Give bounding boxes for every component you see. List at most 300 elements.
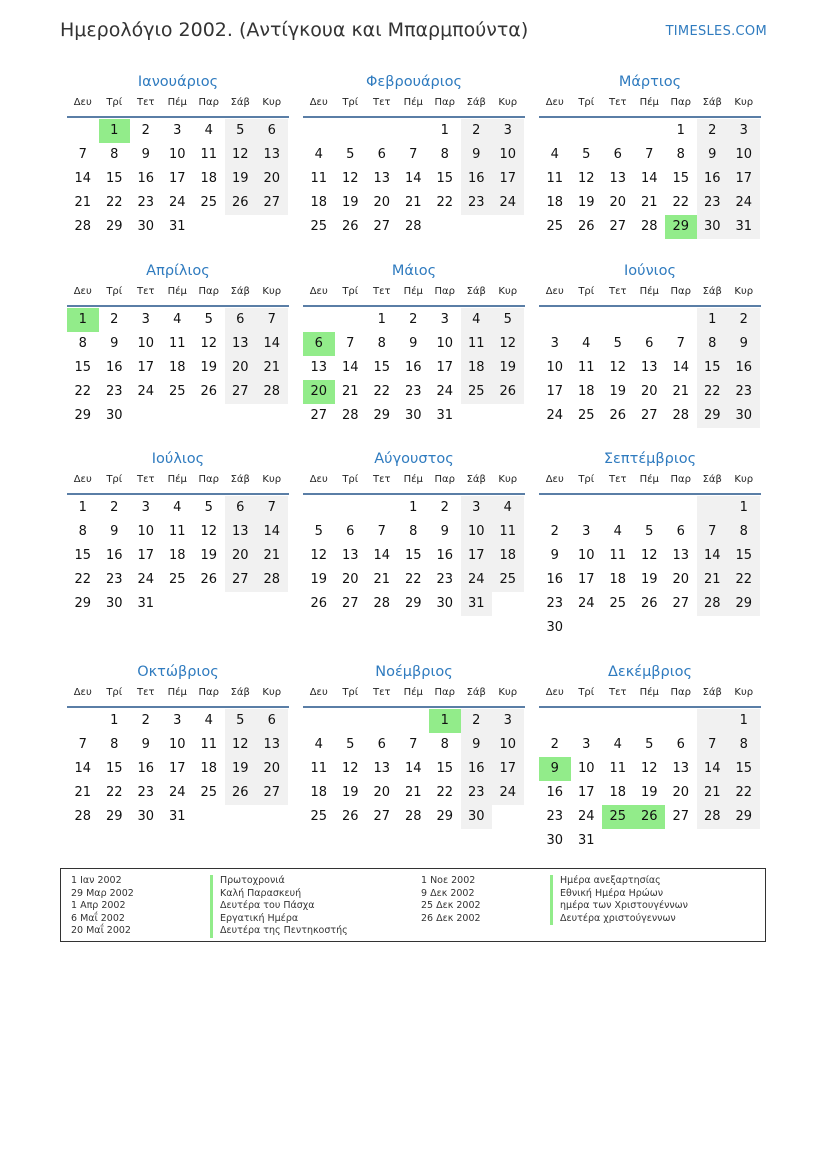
day-cell: 25	[546, 219, 564, 234]
day-cell: 15	[74, 548, 92, 563]
day-cell: 1	[377, 312, 386, 327]
day-cell: 11	[310, 171, 328, 186]
day-cell: 29	[728, 805, 760, 829]
day-cell: 2	[440, 500, 449, 515]
day-cell: 20	[672, 785, 690, 800]
day-cell: 3	[582, 524, 591, 539]
day-cell: 22	[697, 380, 729, 404]
day-cell: 5	[492, 308, 524, 332]
weekday-label: Δευ	[309, 286, 328, 297]
day-cell: 2	[461, 709, 493, 733]
day-cell: 12	[609, 360, 627, 375]
weekday-label: Κυρ	[734, 687, 754, 698]
legend-date: 6 Μαΐ 2002	[71, 912, 125, 924]
day-cell: 6	[645, 336, 654, 351]
holiday-day: 6	[303, 332, 335, 356]
day-cell: 15	[436, 171, 454, 186]
empty-cell	[303, 308, 335, 332]
day-cell: 13	[373, 761, 391, 776]
day-cell: 19	[640, 572, 658, 587]
day-cell: 7	[78, 147, 87, 162]
holiday-legend	[60, 868, 766, 942]
weekday-label: Πέμ	[167, 286, 187, 297]
day-cell: 1	[676, 123, 685, 138]
weekday-label: Τρί	[342, 474, 359, 485]
day-cell: 16	[105, 548, 123, 563]
weekday-label: Τετ	[608, 97, 627, 108]
day-cell: 13	[609, 171, 627, 186]
day-cell: 12	[640, 548, 658, 563]
day-cell: 22	[74, 384, 92, 399]
month-name: Δεκέμβριος	[607, 664, 693, 680]
day-cell: 5	[346, 737, 355, 752]
month-4	[67, 261, 289, 428]
empty-cell	[303, 119, 335, 143]
day-cell: 31	[137, 596, 155, 611]
day-cell: 6	[346, 524, 355, 539]
legend-date: 9 Δεκ 2002	[421, 887, 475, 899]
weekday-label: Δευ	[73, 286, 92, 297]
day-cell: 5	[582, 147, 591, 162]
empty-cell	[634, 308, 666, 332]
day-cell: 6	[256, 119, 288, 143]
day-cell: 23	[728, 380, 760, 404]
day-cell: 19	[200, 548, 218, 563]
day-cell: 11	[577, 360, 595, 375]
day-cell: 14	[373, 548, 391, 563]
day-cell: 11	[609, 761, 627, 776]
day-cell: 7	[256, 308, 288, 332]
day-cell: 20	[225, 356, 257, 380]
day-cell: 14	[697, 544, 729, 568]
holiday-day: 1	[99, 119, 131, 143]
month-8	[303, 449, 525, 616]
legend-date: 25 Δεκ 2002	[421, 900, 481, 911]
weekday-label: Τετ	[136, 97, 155, 108]
day-cell: 22	[105, 785, 123, 800]
weekday-label: Σάβ	[702, 687, 722, 698]
day-cell: 21	[256, 356, 288, 380]
day-cell: 5	[225, 709, 257, 733]
day-cell: 11	[168, 336, 186, 351]
day-cell: 18	[461, 356, 493, 380]
weekday-label: Παρ	[198, 687, 219, 698]
weekday-label: Πέμ	[167, 474, 187, 485]
day-cell: 1	[110, 713, 119, 728]
day-cell: 16	[461, 757, 493, 781]
day-cell: 10	[168, 147, 186, 162]
day-cell: 17	[137, 360, 155, 375]
day-cell: 27	[672, 809, 690, 824]
holiday-day: 29	[665, 215, 697, 239]
day-cell: 10	[577, 548, 595, 563]
day-cell: 5	[204, 312, 213, 327]
day-cell: 27	[256, 191, 288, 215]
day-cell: 15	[728, 544, 760, 568]
day-cell: 10	[461, 520, 493, 544]
day-cell: 24	[577, 809, 595, 824]
day-cell: 10	[137, 336, 155, 351]
day-cell: 25	[492, 568, 524, 592]
day-cell: 17	[436, 360, 454, 375]
weekday-label: Τετ	[372, 474, 391, 485]
day-cell: 14	[404, 171, 422, 186]
day-cell: 11	[546, 171, 564, 186]
day-cell: 14	[697, 757, 729, 781]
month-1	[67, 72, 289, 239]
weekday-label: Τρί	[342, 286, 359, 297]
day-cell: 24	[492, 191, 524, 215]
empty-cell	[571, 709, 603, 733]
legend-dates-right	[421, 875, 481, 925]
day-cell: 21	[672, 384, 690, 399]
day-cell: 4	[204, 713, 213, 728]
day-cell: 26	[225, 781, 257, 805]
weekday-label: Τρί	[106, 97, 123, 108]
day-cell: 23	[105, 572, 123, 587]
day-cell: 8	[110, 737, 119, 752]
day-cell: 10	[436, 336, 454, 351]
day-cell: 21	[697, 781, 729, 805]
empty-cell	[366, 496, 398, 520]
weekday-label: Δευ	[73, 474, 92, 485]
day-cell: 25	[200, 785, 218, 800]
day-cell: 11	[492, 520, 524, 544]
day-cell: 26	[310, 596, 328, 611]
weekday-header	[539, 472, 761, 495]
day-cell: 24	[546, 408, 564, 423]
day-cell: 27	[373, 219, 391, 234]
legend-dates-left	[71, 875, 134, 938]
weekday-label: Σάβ	[230, 474, 250, 485]
holiday-day: 26	[634, 805, 666, 829]
weekday-label: Κυρ	[498, 286, 518, 297]
day-cell: 12	[200, 336, 218, 351]
legend-holiday-name: Πρωτοχρονιά	[210, 875, 348, 888]
day-cell: 19	[225, 757, 257, 781]
legend-holiday-name: ημέρα των Χριστουγέννων	[550, 900, 688, 913]
weekday-label: Πέμ	[639, 97, 659, 108]
day-cell: 29	[373, 408, 391, 423]
day-cell: 29	[404, 596, 422, 611]
weekday-header	[539, 95, 761, 118]
day-cell: 22	[74, 572, 92, 587]
month-5	[303, 261, 525, 428]
day-cell: 8	[728, 520, 760, 544]
day-cell: 27	[640, 408, 658, 423]
month-name: Ιούλιος	[151, 451, 205, 467]
day-cell: 9	[440, 524, 449, 539]
day-cell: 25	[200, 195, 218, 210]
day-cell: 17	[577, 785, 595, 800]
day-cell: 16	[546, 785, 564, 800]
weekday-label: Σάβ	[702, 286, 722, 297]
day-cell: 22	[404, 572, 422, 587]
day-cell: 13	[225, 332, 257, 356]
day-cell: 2	[110, 500, 119, 515]
day-cell: 3	[582, 737, 591, 752]
day-cell: 3	[492, 709, 524, 733]
day-cell: 26	[640, 596, 658, 611]
site-link[interactable]: TIMESLES.COM	[665, 24, 767, 39]
day-cell: 20	[373, 785, 391, 800]
day-cell: 16	[105, 360, 123, 375]
weekday-label: Τρί	[106, 286, 123, 297]
empty-cell	[539, 119, 571, 143]
day-cell: 19	[609, 384, 627, 399]
empty-cell	[697, 709, 729, 733]
day-cell: 21	[697, 568, 729, 592]
day-cell: 13	[310, 360, 328, 375]
day-cell: 30	[105, 596, 123, 611]
day-cell: 6	[225, 308, 257, 332]
day-cell: 29	[105, 219, 123, 234]
weekday-header	[303, 472, 525, 495]
day-cell: 6	[256, 709, 288, 733]
month-name: Φεβρουάριος	[365, 74, 463, 90]
day-cell: 4	[550, 147, 559, 162]
month-6	[539, 261, 761, 428]
day-cell: 31	[461, 592, 493, 616]
month-9	[539, 449, 761, 640]
day-cell: 29	[436, 809, 454, 824]
day-cell: 6	[676, 737, 685, 752]
weekday-label: Δευ	[545, 474, 564, 485]
day-cell: 28	[256, 568, 288, 592]
day-cell: 13	[373, 171, 391, 186]
day-cell: 7	[697, 520, 729, 544]
day-cell: 3	[141, 500, 150, 515]
empty-cell	[335, 308, 367, 332]
day-cell: 22	[373, 384, 391, 399]
month-name: Σεπτέμβριος	[603, 451, 697, 467]
day-cell: 28	[404, 809, 422, 824]
empty-cell	[665, 496, 697, 520]
weekday-label: Σάβ	[702, 97, 722, 108]
day-cell: 3	[141, 312, 150, 327]
empty-cell	[571, 308, 603, 332]
holiday-day: 25	[602, 805, 634, 829]
day-cell: 4	[492, 496, 524, 520]
day-cell: 18	[168, 548, 186, 563]
day-cell: 30	[137, 809, 155, 824]
day-grid	[539, 308, 761, 428]
day-cell: 19	[341, 195, 359, 210]
day-cell: 25	[577, 408, 595, 423]
day-cell: 7	[409, 737, 418, 752]
weekday-label: Παρ	[434, 97, 455, 108]
day-cell: 11	[461, 332, 493, 356]
empty-cell	[67, 119, 99, 143]
weekday-label: Τρί	[578, 687, 595, 698]
weekday-label: Παρ	[670, 687, 691, 698]
empty-cell	[303, 709, 335, 733]
legend-date: 20 Μαΐ 2002	[71, 925, 131, 936]
day-cell: 3	[173, 123, 182, 138]
weekday-label: Σάβ	[466, 97, 486, 108]
weekday-label: Παρ	[434, 687, 455, 698]
weekday-label: Τετ	[372, 286, 391, 297]
day-cell: 27	[609, 219, 627, 234]
legend-holiday-name: Ημέρα ανεξαρτησίας	[550, 875, 688, 888]
day-cell: 12	[577, 171, 595, 186]
day-grid	[539, 709, 761, 853]
day-cell: 22	[105, 195, 123, 210]
day-cell: 22	[436, 195, 454, 210]
day-cell: 10	[168, 737, 186, 752]
day-cell: 3	[461, 496, 493, 520]
day-cell: 4	[173, 312, 182, 327]
day-cell: 21	[640, 195, 658, 210]
day-cell: 2	[550, 524, 559, 539]
day-cell: 20	[672, 572, 690, 587]
weekday-label: Πέμ	[403, 286, 423, 297]
day-cell: 11	[200, 147, 218, 162]
day-cell: 19	[225, 167, 257, 191]
empty-cell	[398, 119, 430, 143]
day-cell: 18	[310, 195, 328, 210]
day-cell: 10	[137, 524, 155, 539]
month-name: Μάιος	[391, 263, 437, 279]
weekday-label: Τετ	[608, 286, 627, 297]
day-cell: 21	[74, 785, 92, 800]
weekday-label: Δευ	[309, 474, 328, 485]
day-cell: 3	[492, 119, 524, 143]
weekday-label: Τρί	[578, 286, 595, 297]
day-cell: 19	[200, 360, 218, 375]
day-cell: 26	[200, 384, 218, 399]
day-cell: 13	[256, 143, 288, 167]
day-cell: 18	[200, 761, 218, 776]
day-cell: 20	[640, 384, 658, 399]
day-cell: 7	[676, 336, 685, 351]
day-cell: 24	[577, 596, 595, 611]
day-cell: 2	[550, 737, 559, 752]
day-cell: 5	[645, 524, 654, 539]
day-cell: 27	[225, 380, 257, 404]
day-cell: 16	[137, 171, 155, 186]
day-cell: 30	[137, 219, 155, 234]
day-cell: 13	[256, 733, 288, 757]
day-cell: 16	[404, 360, 422, 375]
holiday-day: 1	[67, 308, 99, 332]
day-cell: 7	[346, 336, 355, 351]
day-cell: 21	[341, 384, 359, 399]
legend-date: 1 Απρ 2002	[71, 900, 126, 911]
day-cell: 1	[409, 500, 418, 515]
day-cell: 24	[137, 384, 155, 399]
day-cell: 23	[404, 384, 422, 399]
month-3	[539, 72, 761, 239]
empty-cell	[665, 308, 697, 332]
day-cell: 23	[105, 384, 123, 399]
day-cell: 29	[105, 809, 123, 824]
day-cell: 17	[492, 167, 524, 191]
weekday-label: Σάβ	[466, 286, 486, 297]
day-cell: 8	[440, 737, 449, 752]
day-cell: 28	[640, 219, 658, 234]
weekday-label: Κυρ	[498, 97, 518, 108]
day-cell: 27	[672, 596, 690, 611]
day-cell: 20	[341, 572, 359, 587]
day-cell: 7	[409, 147, 418, 162]
day-cell: 8	[110, 147, 119, 162]
day-cell: 27	[225, 568, 257, 592]
day-cell: 8	[440, 147, 449, 162]
day-cell: 19	[640, 785, 658, 800]
day-cell: 20	[256, 757, 288, 781]
day-cell: 14	[74, 171, 92, 186]
day-cell: 5	[645, 737, 654, 752]
day-cell: 3	[173, 713, 182, 728]
day-cell: 30	[436, 596, 454, 611]
day-grid	[303, 119, 525, 239]
day-cell: 29	[74, 596, 92, 611]
day-cell: 28	[341, 408, 359, 423]
legend-holiday-name: Εθνική Ημέρα Ηρώων	[550, 888, 688, 901]
weekday-label: Δευ	[73, 97, 92, 108]
day-cell: 18	[168, 360, 186, 375]
day-cell: 20	[256, 167, 288, 191]
month-name: Μάρτιος	[618, 74, 682, 90]
day-cell: 8	[78, 336, 87, 351]
day-cell: 26	[200, 572, 218, 587]
weekday-header	[303, 685, 525, 708]
weekday-header	[539, 284, 761, 307]
day-cell: 30	[546, 833, 564, 848]
day-cell: 14	[404, 761, 422, 776]
day-cell: 7	[78, 737, 87, 752]
weekday-label: Τρί	[578, 474, 595, 485]
day-cell: 15	[728, 757, 760, 781]
day-cell: 16	[436, 548, 454, 563]
weekday-label: Πέμ	[167, 97, 187, 108]
day-grid	[67, 308, 289, 428]
day-cell: 7	[256, 496, 288, 520]
empty-cell	[67, 709, 99, 733]
empty-cell	[571, 119, 603, 143]
day-cell: 14	[341, 360, 359, 375]
weekday-label: Παρ	[670, 474, 691, 485]
day-cell: 6	[613, 147, 622, 162]
weekday-label: Κυρ	[734, 286, 754, 297]
day-cell: 12	[640, 761, 658, 776]
legend-date: 29 Μαρ 2002	[71, 887, 134, 899]
legend-holiday-name: Δευτέρα του Πάσχα	[210, 900, 348, 913]
day-cell: 3	[440, 312, 449, 327]
day-cell: 6	[676, 524, 685, 539]
day-grid	[67, 709, 289, 829]
day-cell: 25	[461, 380, 493, 404]
weekday-label: Δευ	[309, 97, 328, 108]
weekday-label: Κυρ	[498, 687, 518, 698]
day-cell: 5	[204, 500, 213, 515]
page-title: Ημερολόγιο 2002. (Αντίγκουα και Μπαρμπούντα)	[60, 19, 529, 41]
day-cell: 13	[225, 520, 257, 544]
weekday-label: Κυρ	[262, 687, 282, 698]
weekday-label: Σάβ	[230, 687, 250, 698]
day-cell: 11	[609, 548, 627, 563]
day-cell: 22	[728, 781, 760, 805]
day-cell: 9	[550, 548, 559, 563]
day-cell: 27	[310, 408, 328, 423]
day-cell: 8	[377, 336, 386, 351]
weekday-label: Κυρ	[262, 286, 282, 297]
day-grid	[303, 709, 525, 829]
day-cell: 20	[225, 544, 257, 568]
empty-cell	[366, 709, 398, 733]
day-cell: 22	[672, 195, 690, 210]
